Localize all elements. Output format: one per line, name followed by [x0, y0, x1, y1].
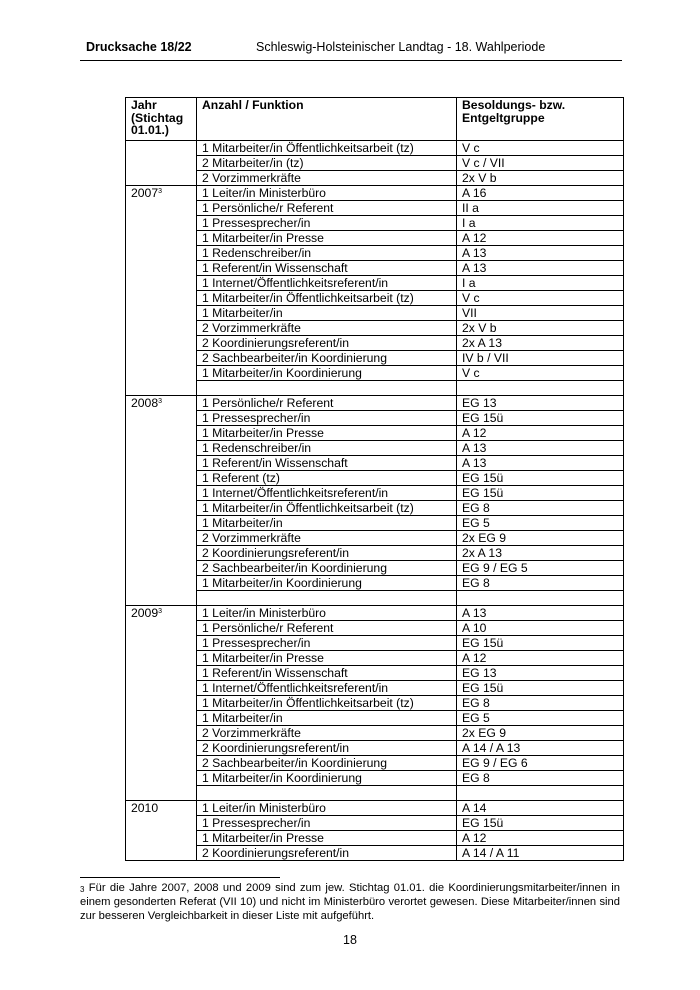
year-cell: [126, 306, 197, 321]
function-cell: 2 Sachbearbeiter/in Koordinierung: [197, 756, 457, 771]
grade-cell: [457, 591, 624, 606]
footnote-ref: 3: [158, 188, 163, 195]
function-cell: 1 Leiter/in Ministerbüro: [197, 606, 457, 621]
year-label: 2009: [131, 606, 159, 620]
year-cell: [126, 516, 197, 531]
footnote-text: Für die Jahre 2007, 2008 und 2009 sind zum jew. Stichtag 01.01. die Koordinierungsmitarbeiter/innen in einem gesonderten Referat (VII 10) und nicht im Ministerbüro verortet gewesen. Diese Mitarbeiter/innen sind zur besseren Vergleichbarkeit in dieser Liste mit aufgeführt.: [80, 882, 620, 922]
grade-cell: [457, 381, 624, 396]
function-cell: 1 Leiter/in Ministerbüro: [197, 801, 457, 816]
year-cell: [126, 846, 197, 861]
table-row: [126, 621, 624, 636]
table-row: [126, 441, 624, 456]
function-cell: 2 Sachbearbeiter/in Koordinierung: [197, 561, 457, 576]
year-cell: [126, 141, 197, 156]
table-row: [126, 516, 624, 531]
grade-cell: A 13: [457, 441, 624, 456]
grade-cell: 2x A 13: [457, 546, 624, 561]
function-cell: 1 Mitarbeiter/in Koordinierung: [197, 771, 457, 786]
grade-cell: EG 8: [457, 501, 624, 516]
function-cell: 1 Mitarbeiter/in Koordinierung: [197, 576, 457, 591]
year-cell: [126, 201, 197, 216]
year-cell: [126, 666, 197, 681]
table-row: [126, 486, 624, 501]
column-header-year: Jahr (Stichtag 01.01.): [126, 98, 197, 141]
year-cell: [126, 801, 197, 816]
table-row: [126, 651, 624, 666]
function-cell: 1 Mitarbeiter/in: [197, 711, 457, 726]
table-row: [126, 456, 624, 471]
year-cell: [126, 786, 197, 801]
year-cell: [126, 636, 197, 651]
grade-cell: EG 5: [457, 711, 624, 726]
grade-cell: A 13: [457, 261, 624, 276]
function-cell: 1 Referent/in Wissenschaft: [197, 666, 457, 681]
grade-cell: A 12: [457, 831, 624, 846]
function-cell: 1 Mitarbeiter/in Presse: [197, 426, 457, 441]
function-cell: 2 Koordinierungsreferent/in: [197, 336, 457, 351]
grade-cell: EG 8: [457, 771, 624, 786]
grade-cell: [457, 786, 624, 801]
table-row: [126, 756, 624, 771]
grade-cell: A 14: [457, 801, 624, 816]
table-row: [126, 351, 624, 366]
table-row: [126, 366, 624, 381]
grade-cell: A 13: [457, 606, 624, 621]
table-row: [126, 186, 624, 201]
grade-cell: II a: [457, 201, 624, 216]
function-cell: [197, 381, 457, 396]
year-cell: [126, 231, 197, 246]
table-row: [126, 711, 624, 726]
grade-cell: I a: [457, 276, 624, 291]
function-cell: 1 Pressesprecher/in: [197, 216, 457, 231]
table-row: [126, 606, 624, 621]
grade-cell: EG 15ü: [457, 411, 624, 426]
table-row: [126, 561, 624, 576]
table-row: [126, 681, 624, 696]
grade-cell: EG 15ü: [457, 471, 624, 486]
table-row: [126, 231, 624, 246]
grade-cell: EG 13: [457, 396, 624, 411]
year-label: 2008: [131, 396, 159, 410]
function-cell: 1 Pressesprecher/in: [197, 816, 457, 831]
function-cell: 2 Mitarbeiter/in (tz): [197, 156, 457, 171]
year-cell: [126, 831, 197, 846]
grade-cell: A 10: [457, 621, 624, 636]
grade-cell: A 16: [457, 186, 624, 201]
year-cell: [126, 381, 197, 396]
year-cell: [126, 321, 197, 336]
table-row: [126, 141, 624, 156]
function-cell: 2 Vorzimmerkräfte: [197, 171, 457, 186]
table-body: [126, 141, 624, 861]
grade-cell: EG 9 / EG 6: [457, 756, 624, 771]
function-cell: 1 Internet/Öffentlichkeitsreferent/in: [197, 486, 457, 501]
function-cell: [197, 786, 457, 801]
function-cell: 1 Mitarbeiter/in Öffentlichkeitsarbeit (tz): [197, 141, 457, 156]
grade-cell: VII: [457, 306, 624, 321]
table-row: [126, 396, 624, 411]
table-row: [126, 696, 624, 711]
year-cell: [126, 171, 197, 186]
function-cell: 2 Koordinierungsreferent/in: [197, 546, 457, 561]
function-cell: 2 Vorzimmerkräfte: [197, 531, 457, 546]
function-cell: 1 Mitarbeiter/in Öffentlichkeitsarbeit (tz): [197, 696, 457, 711]
year-cell: [126, 456, 197, 471]
function-cell: 1 Persönliche/r Referent: [197, 396, 457, 411]
grade-cell: V c: [457, 366, 624, 381]
function-cell: 1 Redenschreiber/in: [197, 246, 457, 261]
table-row: [126, 786, 624, 801]
grade-cell: 2x V b: [457, 171, 624, 186]
year-cell: [126, 741, 197, 756]
page-header: [80, 40, 622, 58]
column-header-function: Anzahl / Funktion: [197, 98, 457, 141]
document-number: Drucksache 18/22: [86, 40, 192, 54]
column-header-grade: Besoldungs- bzw. Entgeltgruppe: [457, 98, 624, 141]
page-number: 18: [343, 933, 357, 947]
footnote: [80, 882, 620, 923]
year-cell: [126, 351, 197, 366]
table-row: [126, 546, 624, 561]
grade-cell: I a: [457, 216, 624, 231]
staff-table: [125, 97, 624, 861]
function-cell: 1 Internet/Öffentlichkeitsreferent/in: [197, 276, 457, 291]
grade-cell: EG 13: [457, 666, 624, 681]
function-cell: 2 Vorzimmerkräfte: [197, 726, 457, 741]
function-cell: 1 Referent/in Wissenschaft: [197, 261, 457, 276]
grade-cell: A 12: [457, 651, 624, 666]
table-row: [126, 171, 624, 186]
function-cell: 1 Redenschreiber/in: [197, 441, 457, 456]
grade-cell: A 13: [457, 456, 624, 471]
year-cell: [126, 651, 197, 666]
table-row: [126, 381, 624, 396]
function-cell: 1 Mitarbeiter/in: [197, 516, 457, 531]
table-row: [126, 636, 624, 651]
year-cell: [126, 816, 197, 831]
grade-cell: 2x EG 9: [457, 726, 624, 741]
year-cell: [126, 426, 197, 441]
function-cell: 1 Mitarbeiter/in Presse: [197, 231, 457, 246]
function-cell: [197, 591, 457, 606]
function-cell: 2 Koordinierungsreferent/in: [197, 846, 457, 861]
footnote-mark: 3: [80, 885, 85, 894]
table-row: [126, 501, 624, 516]
year-cell: [126, 276, 197, 291]
table-row: [126, 771, 624, 786]
grade-cell: EG 5: [457, 516, 624, 531]
grade-cell: A 13: [457, 246, 624, 261]
year-cell: [126, 591, 197, 606]
function-cell: 1 Mitarbeiter/in Öffentlichkeitsarbeit (tz): [197, 291, 457, 306]
function-cell: 1 Mitarbeiter/in Öffentlichkeitsarbeit (tz): [197, 501, 457, 516]
year-cell: [126, 696, 197, 711]
table-row: [126, 741, 624, 756]
year-cell: [126, 576, 197, 591]
year-cell: [126, 186, 197, 201]
function-cell: 2 Sachbearbeiter/in Koordinierung: [197, 351, 457, 366]
table-row: [126, 726, 624, 741]
table-row: [126, 666, 624, 681]
grade-cell: EG 15ü: [457, 486, 624, 501]
table-row: [126, 426, 624, 441]
function-cell: 1 Persönliche/r Referent: [197, 201, 457, 216]
year-cell: [126, 771, 197, 786]
year-cell: [126, 531, 197, 546]
table-row: [126, 801, 624, 816]
table-row: [126, 306, 624, 321]
year-label: 2007: [131, 186, 159, 200]
table-row: [126, 831, 624, 846]
year-cell: [126, 621, 197, 636]
grade-cell: A 12: [457, 426, 624, 441]
grade-cell: EG 15ü: [457, 816, 624, 831]
year-cell: [126, 291, 197, 306]
function-cell: 2 Koordinierungsreferent/in: [197, 741, 457, 756]
grade-cell: 2x EG 9: [457, 531, 624, 546]
grade-cell: A 12: [457, 231, 624, 246]
year-cell: [126, 561, 197, 576]
function-cell: 1 Referent (tz): [197, 471, 457, 486]
year-cell: [126, 546, 197, 561]
year-cell: [126, 756, 197, 771]
table-header-row: [126, 98, 624, 141]
grade-cell: A 14 / A 13: [457, 741, 624, 756]
grade-cell: EG 9 / EG 5: [457, 561, 624, 576]
year-label: 2010: [131, 801, 159, 815]
table-row: [126, 576, 624, 591]
function-cell: 1 Mitarbeiter/in: [197, 306, 457, 321]
function-cell: 1 Mitarbeiter/in Koordinierung: [197, 366, 457, 381]
table-row: [126, 276, 624, 291]
year-cell: [126, 711, 197, 726]
function-cell: 1 Referent/in Wissenschaft: [197, 456, 457, 471]
year-cell: [126, 726, 197, 741]
footnote-ref: 3: [158, 608, 163, 615]
grade-cell: A 14 / A 11: [457, 846, 624, 861]
grade-cell: V c / VII: [457, 156, 624, 171]
grade-cell: 2x V b: [457, 321, 624, 336]
function-cell: 1 Internet/Öffentlichkeitsreferent/in: [197, 681, 457, 696]
year-cell: [126, 366, 197, 381]
table-row: [126, 846, 624, 861]
table-row: [126, 291, 624, 306]
table-row: [126, 591, 624, 606]
year-cell: [126, 246, 197, 261]
grade-cell: EG 15ü: [457, 681, 624, 696]
year-cell: [126, 606, 197, 621]
grade-cell: V c: [457, 141, 624, 156]
grade-cell: EG 8: [457, 576, 624, 591]
year-cell: [126, 261, 197, 276]
table-row: [126, 531, 624, 546]
year-cell: [126, 486, 197, 501]
year-cell: [126, 681, 197, 696]
grade-cell: V c: [457, 291, 624, 306]
function-cell: 1 Mitarbeiter/in Presse: [197, 831, 457, 846]
grade-cell: 2x A 13: [457, 336, 624, 351]
table-row: [126, 816, 624, 831]
table-row: [126, 471, 624, 486]
function-cell: 1 Pressesprecher/in: [197, 411, 457, 426]
footnote-ref: 3: [158, 398, 163, 405]
table-row: [126, 261, 624, 276]
parliament-title: Schleswig-Holsteinischer Landtag - 18. Wahlperiode: [256, 40, 546, 54]
grade-cell: EG 8: [457, 696, 624, 711]
year-cell: [126, 156, 197, 171]
year-cell: [126, 471, 197, 486]
function-cell: 1 Persönliche/r Referent: [197, 621, 457, 636]
footnote-rule: [80, 877, 280, 878]
table-row: [126, 336, 624, 351]
table-row: [126, 216, 624, 231]
function-cell: 1 Pressesprecher/in: [197, 636, 457, 651]
year-cell: [126, 336, 197, 351]
year-cell: [126, 411, 197, 426]
table-row: [126, 411, 624, 426]
grade-cell: EG 15ü: [457, 636, 624, 651]
table-row: [126, 201, 624, 216]
year-cell: [126, 441, 197, 456]
year-cell: [126, 216, 197, 231]
table-row: [126, 246, 624, 261]
year-cell: [126, 396, 197, 411]
table-row: [126, 156, 624, 171]
year-cell: [126, 501, 197, 516]
table-row: [126, 321, 624, 336]
function-cell: 1 Mitarbeiter/in Presse: [197, 651, 457, 666]
function-cell: 2 Vorzimmerkräfte: [197, 321, 457, 336]
grade-cell: IV b / VII: [457, 351, 624, 366]
function-cell: 1 Leiter/in Ministerbüro: [197, 186, 457, 201]
header-rule: [80, 60, 622, 61]
